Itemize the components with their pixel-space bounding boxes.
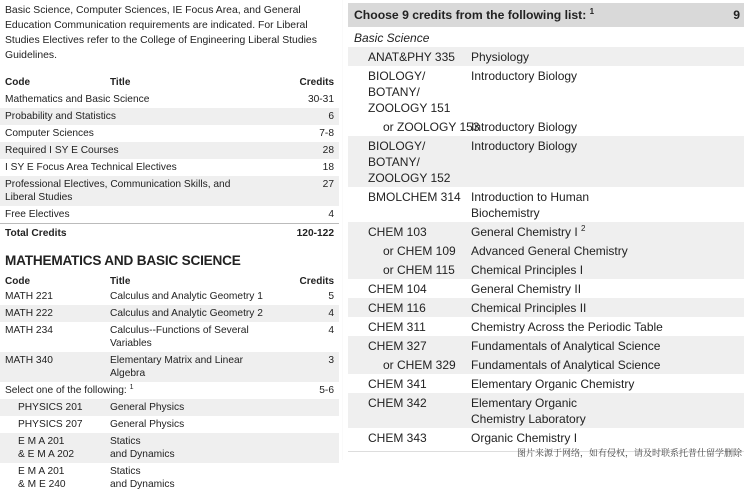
header-code: Code <box>5 275 30 287</box>
intro-paragraph: Basic Science, Computer Sciences, IE Focus Area, and General Education Communication requirements are indicated. For Liberal Studies Electives refer to the College of Engineering Liberal Studies Guidelines. <box>5 5 317 61</box>
table-row <box>348 260 744 279</box>
table-row <box>348 374 744 393</box>
course-title: General Chemistry I <box>471 225 578 239</box>
summary-label: Computer Sciences <box>5 128 94 139</box>
table-row <box>0 463 339 493</box>
basic-science-table <box>348 47 744 447</box>
course-title-secondary: and Dynamics <box>110 479 175 490</box>
header-credits: Credits <box>299 275 334 287</box>
table-row <box>348 317 744 336</box>
summary-credits: 27 <box>281 176 339 206</box>
table-header <box>0 73 339 91</box>
course-code: or CHEM 329 <box>348 355 471 374</box>
course-code: ANAT&PHY 335 <box>348 47 471 66</box>
footnote-marker: 1 <box>589 7 595 16</box>
table-row <box>0 206 339 224</box>
course-code-cell <box>0 463 105 493</box>
course-title: Advanced General Chemistry <box>471 241 744 260</box>
course-code: CHEM 342 <box>348 393 471 428</box>
course-code: E M A 201 <box>18 436 65 447</box>
select-credits: 5-6 <box>319 385 334 396</box>
table-row <box>348 428 744 447</box>
table-row <box>0 288 339 305</box>
course-code: BMOLCHEM 314 <box>368 190 461 204</box>
table-row <box>348 136 744 187</box>
course-title: Elementary Organic Chemistry <box>471 377 635 391</box>
course-credits: 4 <box>281 305 339 322</box>
table-row <box>0 399 339 416</box>
table-row <box>0 142 339 159</box>
course-code: CHEM 311 <box>368 320 426 334</box>
course-title: Elementary Organic Chemistry Laboratory <box>471 393 744 428</box>
select-label-cell <box>0 382 281 399</box>
table-row <box>348 393 744 428</box>
course-title-secondary: and Dynamics <box>110 449 175 460</box>
choose-credits-value: 9 <box>733 8 740 22</box>
course-credits: 5 <box>328 291 334 302</box>
header-title: Title <box>110 76 131 88</box>
table-row <box>0 176 339 206</box>
table-row <box>0 352 339 382</box>
table-row <box>348 222 744 241</box>
course-title: Elementary Matrix and Linear Algebra <box>105 352 281 382</box>
table-row <box>0 125 339 142</box>
right-panel <box>348 0 744 460</box>
course-code: or ZOOLOGY 153 <box>383 120 480 134</box>
course-title: General Physics <box>110 419 185 430</box>
course-title: Calculus and Analytic Geometry 1 <box>110 291 263 302</box>
table-row <box>0 91 339 108</box>
course-code: E M A 201 <box>18 466 65 477</box>
summary-credits: 18 <box>322 162 334 173</box>
table-row <box>348 298 744 317</box>
choose-credits-header <box>348 3 744 27</box>
course-title: Organic Chemistry I <box>471 431 578 445</box>
course-code: CHEM 103 <box>348 222 471 241</box>
course-code: MATH 221 <box>5 291 53 302</box>
table-row <box>348 241 744 260</box>
table-row <box>0 108 339 125</box>
course-code: CHEM 104 <box>368 282 427 296</box>
summary-label: Mathematics and Basic Science <box>5 94 150 105</box>
table-row <box>348 47 744 66</box>
table-row <box>348 279 744 298</box>
total-credits: 120-122 <box>281 224 339 244</box>
course-title: Fundamentals of Analytical Science <box>471 355 744 374</box>
course-title: Chemical Principles I <box>471 260 744 279</box>
course-title-cell <box>105 463 281 493</box>
course-code: MATH 340 <box>0 352 105 382</box>
choose-credits-label: Choose 9 credits from the following list: <box>354 8 587 22</box>
course-title: Physiology <box>471 47 744 66</box>
summary-label: Probability and Statistics <box>0 108 281 125</box>
course-code: PHYSICS 207 <box>18 419 83 430</box>
table-row <box>0 159 339 176</box>
total-row <box>0 224 339 244</box>
table-row <box>348 355 744 374</box>
footnote-marker: 1 <box>129 384 134 391</box>
course-title: General Physics <box>105 399 281 416</box>
summary-label: Professional Electives, Communication Skills, and Liberal Studies <box>0 176 281 206</box>
table-header <box>0 274 339 288</box>
summary-credits: 4 <box>328 209 334 220</box>
course-title: Calculus--Functions of Several Variables <box>110 325 249 349</box>
course-code-secondary: & M E 240 <box>18 479 66 490</box>
header-credits: Credits <box>299 76 334 88</box>
course-code-secondary: & E M A 202 <box>18 449 75 460</box>
course-code: CHEM 341 <box>368 377 427 391</box>
course-credits: 4 <box>328 325 334 336</box>
course-code: PHYSICS 201 <box>0 399 105 416</box>
summary-credits: 7-8 <box>319 128 334 139</box>
course-title: Introductory Biology <box>471 136 744 187</box>
course-title: Introductory Biology <box>471 69 578 83</box>
course-code: CHEM 116 <box>348 298 471 317</box>
course-credits: 3 <box>281 352 339 382</box>
table-row <box>348 66 744 117</box>
course-code: BIOLOGY/ BOTANY/ ZOOLOGY 151 <box>368 69 451 115</box>
course-title: Chemical Principles II <box>471 298 744 317</box>
section-heading: MATHEMATICS AND BASIC SCIENCE <box>5 253 241 268</box>
course-title: Statics <box>110 436 141 447</box>
course-title: Calculus and Analytic Geometry 2 <box>105 305 281 322</box>
table-row <box>0 322 339 352</box>
course-title-cell <box>105 433 281 463</box>
table-row <box>348 187 744 222</box>
course-code-cell <box>0 433 105 463</box>
select-label: Select one of the following: <box>5 385 127 396</box>
course-title: Fundamentals of Analytical Science <box>471 336 744 355</box>
panel-divider <box>342 0 343 460</box>
table-row <box>0 433 339 463</box>
summary-credits: 28 <box>281 142 339 159</box>
course-title: Statics <box>110 466 141 477</box>
table-row <box>348 336 744 355</box>
summary-credits: 6 <box>281 108 339 125</box>
credit-summary-table <box>0 73 339 243</box>
header-code: Code <box>5 76 30 88</box>
summary-credits: 30-31 <box>307 94 334 105</box>
total-label: Total Credits <box>0 224 281 244</box>
course-code: BIOLOGY/ BOTANY/ ZOOLOGY 152 <box>348 136 471 187</box>
math-science-table <box>0 274 339 493</box>
summary-label: Free Electives <box>5 209 70 220</box>
course-title: Introduction to Human Biochemistry <box>471 190 590 220</box>
course-code: CHEM 343 <box>368 431 427 445</box>
table-row <box>0 416 339 433</box>
table-row <box>348 117 744 136</box>
course-title: General Chemistry II <box>471 282 582 296</box>
summary-label: I SY E Focus Area Technical Electives <box>5 162 177 173</box>
course-title: Introductory Biology <box>471 120 578 134</box>
course-code: CHEM 327 <box>348 336 471 355</box>
summary-label: Required I SY E Courses <box>0 142 281 159</box>
footnote-marker: 2 <box>581 224 586 233</box>
subheading-basic-science: Basic Science <box>354 31 430 45</box>
course-code: or CHEM 115 <box>348 260 471 279</box>
course-code: MATH 234 <box>5 325 53 336</box>
course-title: Chemistry Across the Periodic Table <box>471 320 663 334</box>
course-code: or CHEM 109 <box>348 241 471 260</box>
course-code: MATH 222 <box>0 305 105 322</box>
select-one-row <box>0 382 339 399</box>
watermark-text: 图片来源于网络，如有侵权，请及时联系托普仕留学删除 <box>516 449 742 459</box>
table-row <box>0 305 339 322</box>
course-title-cell <box>471 222 744 241</box>
choose-credits-label-wrap <box>354 8 594 22</box>
header-title: Title <box>110 275 131 287</box>
left-panel <box>0 0 340 490</box>
